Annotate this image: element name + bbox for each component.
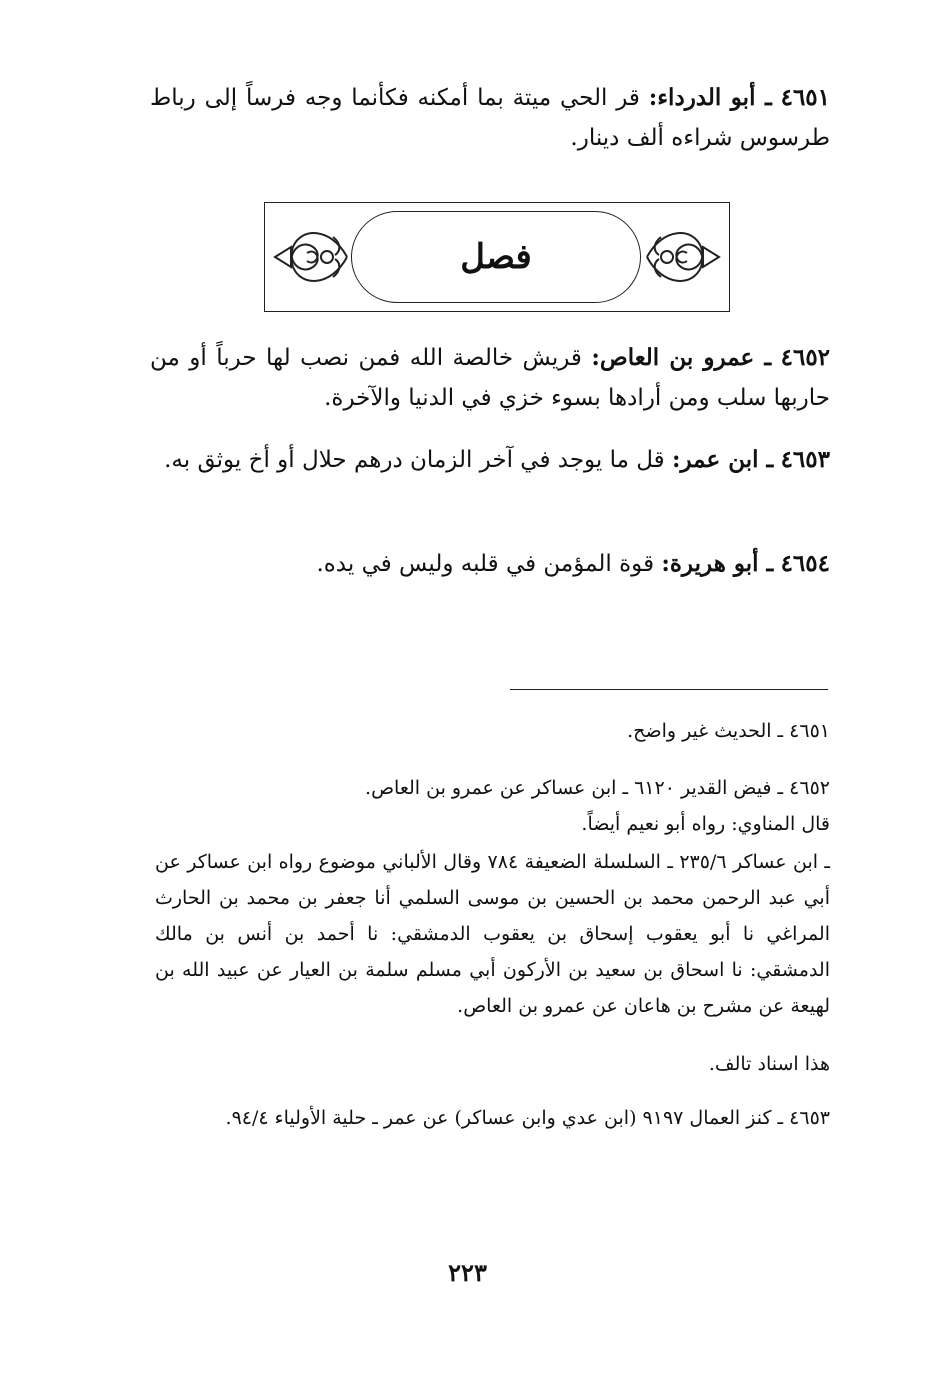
footnote-4652-note: قال المناوي: رواه أبو نعيم أيضاً.	[581, 813, 830, 835]
entry-narrator: أبو هريرة:	[661, 550, 759, 577]
entry-text: قريش خالصة الله فمن نصب لها حرباً أو من حاربها سلب ومن أرادها بسوء خزي في الدنيا والآخرة.	[150, 345, 830, 411]
entry-number: ٤٦٥٢	[780, 344, 831, 371]
entry-narrator: ابن عمر:	[672, 446, 759, 473]
section-title: فصل	[460, 237, 532, 277]
footnote-4652-chain: ـ ابن عساكر ٢٣٥/٦ ـ السلسلة الضعيفة ٧٨٤ وقال الألباني موضوع رواه ابن عساكر عن أبي عبد الرحمن محمد بن الحسين بن موسى السلمي أنا جعفر بن محمد بن الحارث المراغي نا أبو يعقوب إسحاق بن يعقوب الدمشقي: نا أحمد بن أنس بن مالك الدمشقي: نا اسحاق بن سعيد بن الأركون أبي مسلم سلمة بن العيار عن عبيد الله بن لهيعة عن مشرح بن هاعان عن عمرو بن العاص.	[155, 851, 830, 1017]
footnote-4651: ٤٦٥١ ـ الحديث غير واضح.	[627, 720, 830, 742]
entry-narrator: أبو الدرداء:	[648, 84, 756, 111]
ornament-left-icon	[271, 217, 351, 297]
entry-narrator: عمرو بن العاص:	[591, 344, 755, 371]
entry-4653: ٤٦٥٣ ـ ابن عمر: قل ما يوجد في آخر الزمان درهم حلال أو أخ يوثق به.	[164, 446, 830, 473]
entry-number: ٤٦٥١	[780, 84, 831, 111]
page-number: ٢٢٣	[448, 1258, 487, 1287]
entry-text: قل ما يوجد في آخر الزمان درهم حلال أو أخ يوثق به.	[164, 447, 665, 473]
entry-4652: ٤٦٥٢ ـ عمرو بن العاص: قريش خالصة الله فمن نصب لها حرباً أو من حاربها سلب ومن أرادها بسوء خزي في الدنيا والآخرة.	[150, 344, 831, 411]
footnote-4653: ٤٦٥٣ ـ كنز العمال ٩١٩٧ (ابن عدي وابن عساكر) عن عمر ـ حلية الأولياء ٩٤/٤.	[225, 1107, 830, 1129]
entry-number: ٤٦٥٤	[780, 550, 830, 577]
entry-4651: ٤٦٥١ ـ أبو الدرداء: قر الحي ميتة بما أمكنه فكأنما وجه فرساً إلى رباط طرسوس شراءه ألف دينار.	[150, 84, 831, 151]
section-banner	[264, 202, 730, 312]
entry-4654: ٤٦٥٤ ـ أبو هريرة: قوة المؤمن في قلبه وليس في يده.	[316, 550, 830, 577]
entry-number: ٤٦٥٣	[780, 446, 830, 473]
footnote-4652: ٤٦٥٢ ـ فيض القدير ٦١٢٠ ـ ابن عساكر عن عمرو بن العاص.	[365, 777, 830, 799]
section-frame	[351, 211, 641, 303]
entry-text: قوة المؤمن في قلبه وليس في يده.	[316, 551, 655, 577]
ornament-right-icon	[643, 217, 723, 297]
footnote-4652-verdict: هذا اسناد تالف.	[708, 1053, 830, 1075]
footnote-divider	[510, 689, 828, 690]
entry-text: قر الحي ميتة بما أمكنه فكأنما وجه فرساً إلى رباط طرسوس شراءه ألف دينار.	[150, 85, 830, 151]
